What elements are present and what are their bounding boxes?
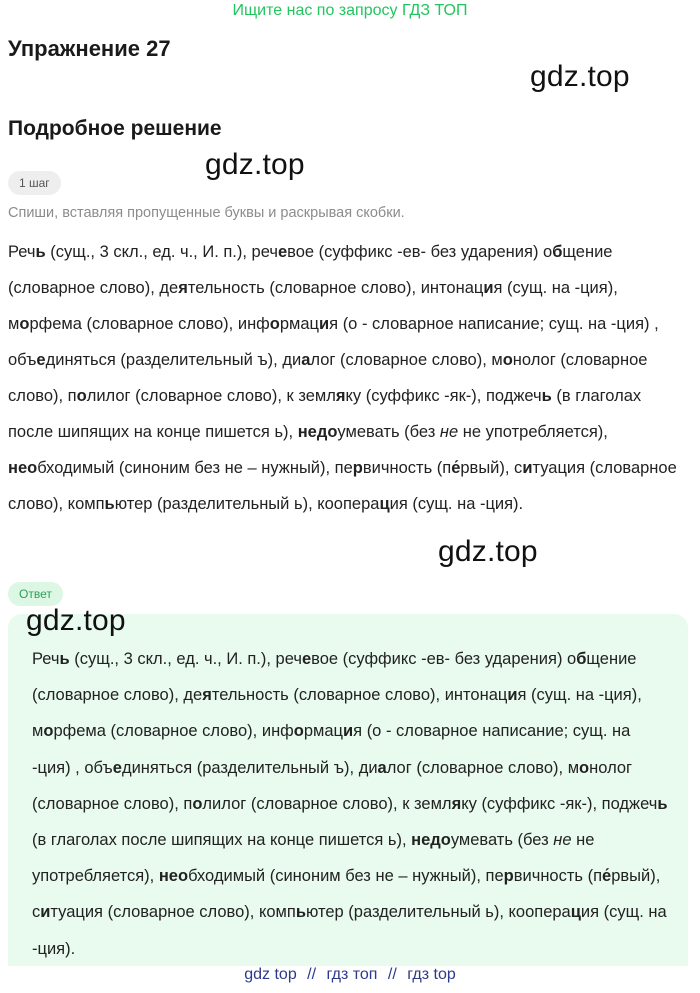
- solution-text: Речь (сущ., 3 скл., ед. ч., И. п.), речевое (суффикс -ев- без ударения) общение (словарное слово), деятельность (словарное слово), интонация (сущ. на -ция), морфема (словарное слово), информация (о - словарное написание; сущ. на -ция) , объединяться (разделительный ъ), диалог (словарное слово), монолог (словарное слово), полилог (словарное слово), к земляку (суффикс -як-), поджечь (в глаголах после шипящих на конце пишется ь), недоумевать (без не не употребляется), необходимый (синоним без не – нужный), первичность (пе́рвый), ситуация (словарное слово), компьютер (разделительный ь), кооперация (сущ. на -ция).: [8, 243, 677, 513]
- step-badge: 1 шаг: [8, 171, 61, 195]
- instruction-text: Спиши, вставляя пропущенные буквы и раскрывая скобки.: [8, 205, 405, 221]
- footer-link[interactable]: гдз top: [407, 966, 456, 983]
- watermark: gdz.top: [205, 148, 305, 181]
- top-banner[interactable]: Ищите нас по запросу ГДЗ ТОП: [232, 2, 468, 19]
- answer-badge: Ответ: [8, 582, 63, 606]
- watermark: gdz.top: [438, 535, 538, 568]
- watermark: gdz.top: [26, 604, 126, 637]
- watermark: gdz.top: [530, 60, 630, 93]
- section-title: Подробное решение: [8, 117, 222, 140]
- exercise-title: Упражнение 27: [8, 36, 171, 61]
- footer-link[interactable]: гдз топ: [326, 966, 378, 983]
- footer-separator: //: [387, 966, 397, 983]
- footer-link[interactable]: gdz top: [244, 966, 297, 983]
- answer-text: Речь (сущ., 3 скл., ед. ч., И. п.), речевое (суффикс -ев- без ударения) общение (словарное слово), деятельность (словарное слово), интонация (сущ. на -ция), морфема (словарное слово), информация (о - словарное написание; сущ. на -ция) , объединяться (разделительный ъ), диалог (словарное слово), монолог (словарное слово), полилог (словарное слово), к земляку (суффикс -як-), поджечь (в глаголах после шипящих на конце пишется ь), недоумевать (без не не употребляется), необходимый (синоним без не – нужный), первичность (пе́рвый), ситуация (словарное слово), компьютер (разделительный ь), кооперация (сущ. на -ция).: [32, 650, 668, 958]
- footer-links: [0, 966, 700, 984]
- footer-separator: //: [307, 966, 317, 983]
